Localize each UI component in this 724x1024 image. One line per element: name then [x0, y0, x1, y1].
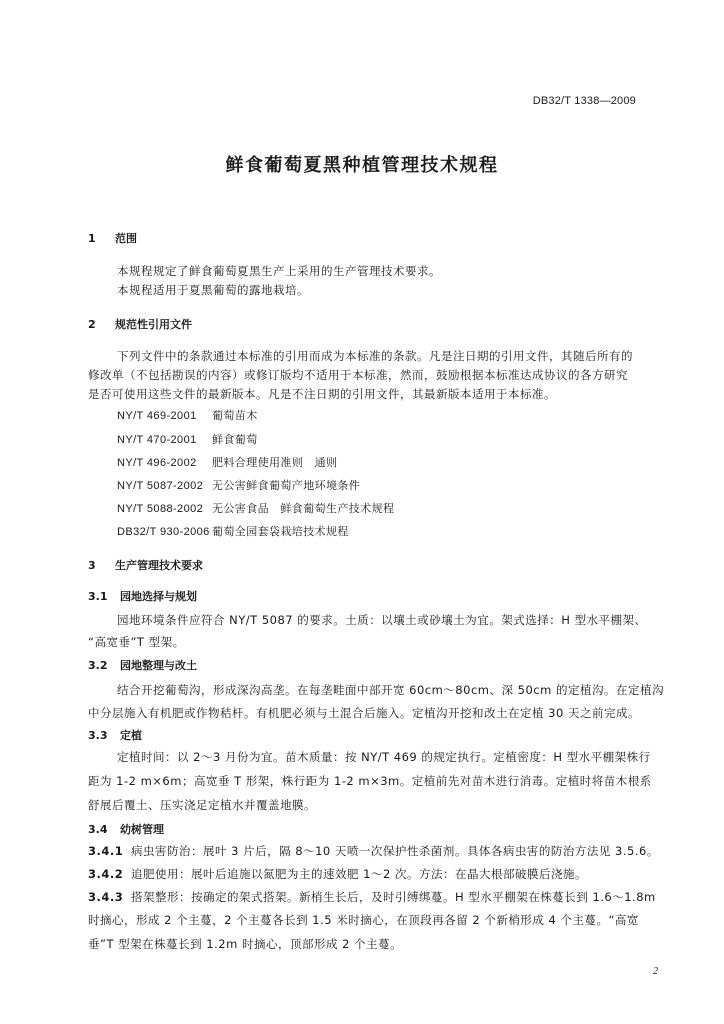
subsection-title: 园地选择与规划: [120, 590, 197, 603]
reference-item: [117, 454, 337, 470]
reference-name: 鲜食葡萄: [212, 433, 258, 446]
standard-code: DB32/T 1338—2009: [532, 95, 636, 107]
subsection-title: 幼树管理: [120, 823, 164, 836]
clause-3-4-3: [88, 889, 656, 905]
section-title: 范围: [115, 232, 137, 245]
reference-code: NY/T 496-2002: [117, 457, 197, 469]
clause-text: 病虫害防治：展叶 3 片后，隔 8～10 天喷一次保护性杀菌剂。具体各病虫害的防治方法见 3.5.6。: [131, 844, 659, 858]
reference-item: [117, 431, 258, 447]
clause-number: 3.4.2: [88, 867, 124, 881]
reference-code: NY/T 469-2001: [117, 410, 197, 422]
clause-number: 3.4.1: [88, 844, 124, 858]
paragraph-line: 下列文件中的条款通过本标准的引用而成为本标准的条款。凡是注日期的引用文件，其随后所有的: [117, 349, 633, 363]
paragraph-line: 本规程规定了鲜食葡萄夏黑生产上采用的生产管理技术要求。: [117, 264, 441, 278]
paragraph-line: “高宽垂”T 型架。: [88, 635, 185, 649]
paragraph-line: 结合开挖葡萄沟，形成深沟高垄。在每垄畦面中部开宽 60cm～80cm、深 50cm 的定植沟。在定植沟: [117, 683, 664, 697]
reference-item: [117, 477, 360, 493]
page-number: 2: [653, 966, 658, 977]
subsection-3-4-heading: [88, 821, 164, 837]
paragraph-line: 园地环境条件应符合 NY/T 5087 的要求。土质：以壤土或砂壤土为宜。架式选择：H 型水平棚架、: [117, 613, 647, 627]
clause-number: 3.4.3: [88, 890, 124, 904]
section-title: 生产管理技术要求: [115, 559, 203, 572]
clause-text: 追肥使用：展叶后追施以氮肥为主的速效肥 1～2 次。方法：在晶大根部破膜后浇施。: [131, 867, 587, 881]
subsection-title: 园地整理与改土: [120, 659, 197, 672]
section-number: 2: [88, 318, 96, 331]
reference-code: DB32/T 930-2006: [117, 526, 210, 538]
subsection-number: 3.2: [88, 659, 108, 672]
clause-3-4-2: [88, 866, 587, 882]
section-number: 3: [88, 559, 96, 572]
subsection-title: 定植: [120, 729, 142, 742]
reference-code: NY/T 5087-2002: [117, 480, 204, 492]
subsection-number: 3.3: [88, 729, 108, 742]
subsection-3-1-heading: [88, 588, 197, 604]
paragraph-line: 中分层施入有机肥或作物秸杆。有机肥必须与土混合后施入。定植沟开挖和改土在定植 30 天之前完成。: [88, 706, 640, 720]
reference-name: 葡萄苗木: [212, 409, 258, 422]
section-title: 规范性引用文件: [115, 318, 192, 331]
document-title: 鲜食葡萄夏黑种植管理技术规程: [225, 155, 499, 176]
reference-item: [117, 523, 349, 539]
reference-name: 无公害食品 鲜食葡萄生产技术规程: [212, 502, 395, 515]
section-2-heading: [88, 316, 192, 332]
reference-item: [117, 500, 394, 516]
reference-code: NY/T 470-2001: [117, 434, 197, 446]
subsection-3-2-heading: [88, 657, 197, 673]
paragraph-line: 修改单（不包括勘误的内容）或修订版均不适用于本标准，然而，鼓励根据本标准达成协议的各方研究: [88, 368, 628, 382]
paragraph-line: 时摘心，形成 2 个主蔓，2 个主蔓各长到 1.5 米时摘心，在顶段再各留 2 个新梢形成 4 个主蔓。“高宽: [88, 913, 639, 927]
clause-text: 搭架整形：按确定的架式搭架。新梢生长后，及时引缚绑蔓。H 型水平棚架在株蔓长到 1.6～1.8m: [131, 890, 656, 904]
subsection-number: 3.4: [88, 823, 108, 836]
reference-name: 无公害鲜食葡萄产地环境条件: [212, 479, 361, 492]
section-1-heading: [88, 230, 137, 246]
paragraph-line: 定植时间：以 2～3 月份为宜。苗木质量：按 NY/T 469 的规定执行。定植密度：H 型水平棚架株行: [117, 750, 651, 764]
reference-name: 肥料合理使用准则 通则: [212, 456, 338, 469]
reference-code: NY/T 5088-2002: [117, 503, 204, 515]
section-number: 1: [88, 232, 96, 245]
subsection-3-3-heading: [88, 727, 142, 743]
paragraph-line: 垂”T 型架在株蔓长到 1.2m 时摘心，顶部形成 2 个主蔓。: [88, 937, 403, 951]
paragraph-line: 舒展后覆土、压实浇足定植水并覆盖地膜。: [88, 798, 316, 812]
section-3-heading: [88, 557, 203, 573]
subsection-number: 3.1: [88, 590, 108, 603]
paragraph-line: 是否可使用这些文件的最新版本。凡是不注日期的引用文件，其最新版本适用于本标准。: [88, 387, 556, 401]
clause-3-4-1: [88, 843, 659, 859]
paragraph-line: 距为 1-2 m×6m；高宽垂 T 形架，株行距为 1-2 m×3m。定植前先对苗木进行消毒。定植时将苗木根系: [88, 774, 652, 788]
paragraph-line: 本规程适用于夏黑葡萄的露地栽培。: [117, 283, 309, 297]
reference-item: [117, 407, 258, 423]
reference-name: 葡萄全园套袋栽培技术规程: [212, 525, 349, 538]
